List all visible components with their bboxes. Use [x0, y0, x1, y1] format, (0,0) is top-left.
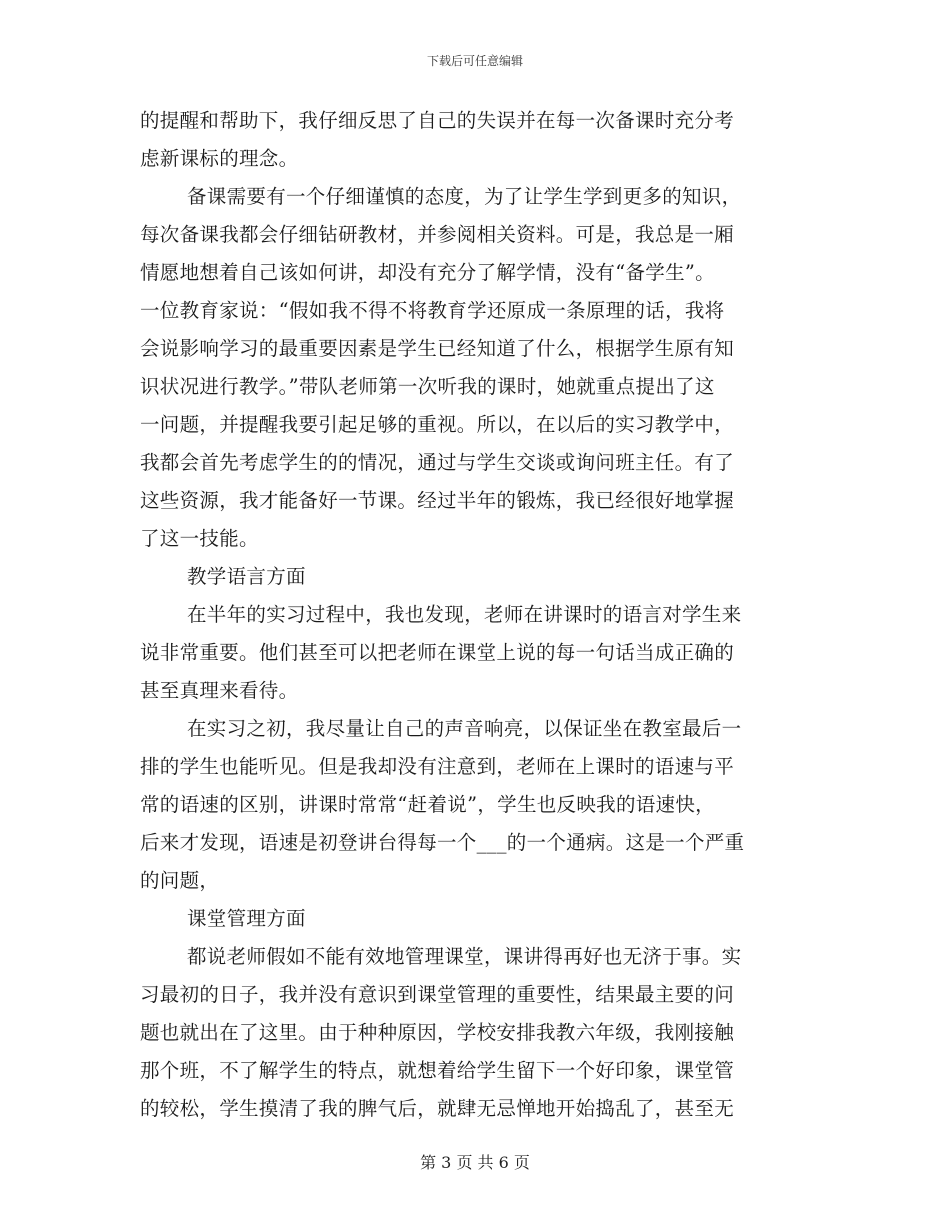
text-line: 一问题，并提醒我要引起足够的重视。所以，在以后的实习教学中，: [140, 413, 735, 436]
text-line: 我都会首先考虑学生的的情况，通过与学生交谈或询问班主任。有了: [140, 451, 735, 474]
text-line: 这些资源，我才能备好一节课。经过半年的锻炼，我已经很好地掌握: [140, 489, 735, 512]
text-line: 都说老师假如不能有效地管理课堂，课讲得再好也无济于事。实: [187, 945, 742, 968]
text-line: 的问题，: [140, 869, 220, 892]
text-line: 在实习之初，我尽量让自己的声音响亮，以保证坐在教室最后一: [187, 717, 742, 740]
text-line: 的提醒和帮助下，我仔细反思了自己的失误并在每一次备课时充分考: [140, 109, 735, 132]
text-line: 后来才发现，语速是初登讲台得每一个___的一个通病。这是一个严重: [140, 831, 745, 854]
text-line: 说非常重要。他们甚至可以把老师在课堂上说的每一句话当成正确的: [140, 641, 735, 664]
text-line: 甚至真理来看待。: [140, 679, 299, 702]
text-line: 常的语速的区别，讲课时常常“赶着说”，学生也反映我的语速快，: [140, 793, 715, 816]
text-line: 识状况进行教学。”带队老师第一次听我的课时，她就重点提出了这: [140, 375, 715, 398]
text-line: 课堂管理方面: [187, 907, 306, 930]
text-line: 会说影响学习的最重要因素是学生已经知道了什么，根据学生原有知: [140, 337, 735, 360]
text-line: 情愿地想着自己该如何讲，却没有充分了解学情，没有“备学生”。: [140, 261, 715, 284]
text-line: 排的学生也能听见。但是我却没有注意到，老师在上课时的语速与平: [140, 755, 735, 778]
text-line: 虑新课标的理念。: [140, 147, 299, 170]
text-line: 那个班，不了解学生的特点，就想着给学生留下一个好印象，课堂管: [140, 1059, 735, 1082]
text-line: 备课需要有一个仔细谨慎的态度，为了让学生学到更多的知识，: [187, 185, 742, 208]
text-line: 教学语言方面: [187, 565, 306, 588]
text-line: 的较松，学生摸清了我的脾气后，就肆无忌惮地开始捣乱了，甚至无: [140, 1097, 735, 1120]
page-header: 下载后可任意编辑: [426, 54, 523, 68]
text-line: 一位教育家说：“假如我不得不将教育学还原成一条原理的话，我将: [140, 299, 725, 322]
text-line: 习最初的日子，我并没有意识到课堂管理的重要性，结果最主要的问: [140, 983, 735, 1006]
text-line: 在半年的实习过程中，我也发现，老师在讲课时的语言对学生来: [187, 603, 742, 626]
text-line: 每次备课我都会仔细钻研教材，并参阅相关资料。可是，我总是一厢: [140, 223, 735, 246]
text-line: 题也就出在了这里。由于种种原因，学校安排我教六年级，我刚接触: [140, 1021, 735, 1044]
page-footer: 第 3 页 共 6 页: [420, 1153, 530, 1172]
text-line: 了这一技能。: [140, 527, 259, 550]
document-body: [140, 102, 800, 1128]
